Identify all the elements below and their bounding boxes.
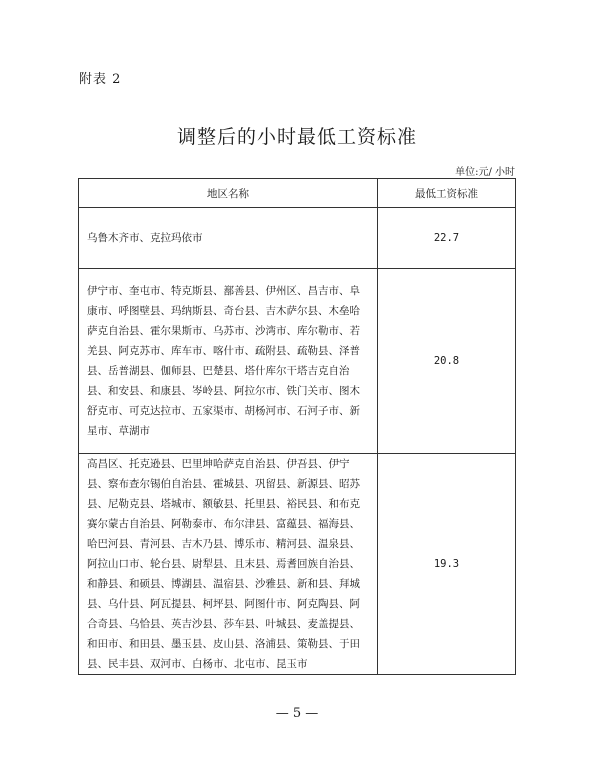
wage-cell: 19.3 [378, 454, 516, 675]
table-row [79, 269, 516, 454]
table-row [79, 208, 516, 269]
header-wage: 最低工资标准 [378, 179, 516, 208]
region-cell: 乌鲁木齐市、克拉玛依市 [79, 208, 378, 269]
table-row [79, 454, 516, 675]
document-title: 调整后的小时最低工资标准 [176, 126, 417, 148]
wage-cell: 22.7 [378, 208, 516, 269]
annex-label: 附表 2 [79, 72, 122, 87]
region-cell: 高昌区、托克逊县、巴里坤哈萨克自治县、伊吾县、伊宁县、察布查尔锡伯自治县、霍城县、巩留县、新源县、昭苏县、尼勒克县、塔城市、额敏县、托里县、裕民县、和布克赛尔蒙古自治县、阿勒泰市、布尔津县、富蕴县、福海县、哈巴河县、青河县、吉木乃县、博乐市、精河县、温泉县、阿拉山口市、轮台县、尉犁县、且末县、焉耆回族自治县、和静县、和硕县、博湖县、温宿县、沙雅县、新和县、拜城县、乌什县、阿瓦提县、柯坪县、阿图什市、阿克陶县、阿合奇县、乌恰县、英吉沙县、莎车县、叶城县、麦盖提县、和田市、和田县、墨玉县、皮山县、洛浦县、策勒县、于田县、民丰县、双河市、白杨市、北屯市、昆玉市 [79, 454, 378, 675]
minimum-wage-table [78, 178, 516, 675]
header-region: 地区名称 [79, 179, 378, 208]
region-cell: 伊宁市、奎屯市、特克斯县、鄯善县、伊州区、昌吉市、阜康市、呼图壁县、玛纳斯县、奇台县、吉木萨尔县、木垒哈萨克自治县、霍尔果斯市、乌苏市、沙湾市、库尔勒市、若羌县、阿克苏市、库车市、喀什市、疏附县、疏勒县、泽普县、岳普湖县、伽师县、巴楚县、塔什库尔干塔吉克自治县、和安县、和康县、岑岭县、阿拉尔市、铁门关市、图木舒克市、可克达拉市、五家渠市、胡杨河市、石河子市、新星市、草湖市 [79, 269, 378, 454]
unit-label: 单位:元/ 小时 [455, 167, 515, 178]
page-number: — 5 — [275, 706, 319, 721]
table-header-row [79, 179, 516, 208]
wage-cell: 20.8 [378, 269, 516, 454]
